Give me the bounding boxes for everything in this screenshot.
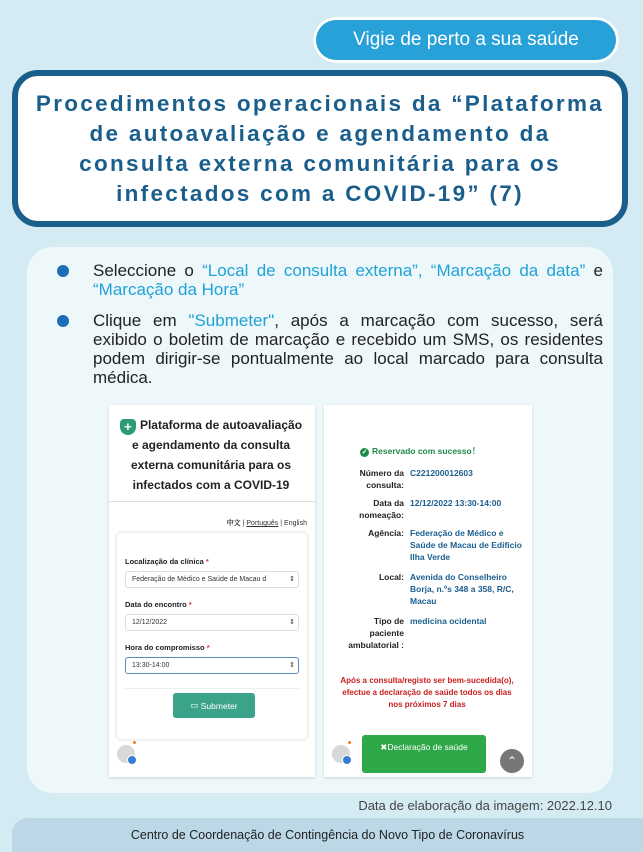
row-value: Avenida do Conselheiro Borja, n.ºs 348 a 358, R/C, Macau <box>410 572 514 606</box>
row-value: C221200012603 <box>410 468 473 478</box>
content-panel <box>27 247 613 793</box>
declaration-warning: Após a consulta/registo ser bem-sucedida(o), efectue a declaração de saúde todos os dias nos próximos 7 dias <box>340 676 514 709</box>
scroll-up-icon[interactable]: ⌃ <box>500 749 524 773</box>
time-label: Hora do compromisso * <box>125 643 210 652</box>
screenshot-booking-form <box>109 405 315 777</box>
result-row <box>324 497 532 521</box>
avatar[interactable] <box>117 745 135 763</box>
avatar[interactable] <box>332 745 350 763</box>
time-select[interactable]: 13:30-14:00 ⇕ <box>125 657 299 674</box>
row-key: Número da consulta: <box>359 468 404 490</box>
submit-button[interactable] <box>173 693 255 718</box>
result-row <box>324 615 532 663</box>
row-key: Local: <box>378 572 404 582</box>
success-message <box>360 445 480 457</box>
form-divider <box>125 688 299 689</box>
platform-header <box>109 405 315 495</box>
bullet-text: Clique em <box>93 311 189 330</box>
success-text: Reservado com sucesso！ <box>372 446 481 456</box>
result-row <box>324 571 532 607</box>
result-row <box>324 527 532 563</box>
bullet-highlight: “Local de consulta externa”, “Marcação da data” <box>202 261 586 280</box>
divider <box>109 501 315 502</box>
row-key: Data da nomeação: <box>359 498 404 520</box>
row-value: medicina ocidental <box>410 616 487 626</box>
check-icon: ✓ <box>361 449 368 456</box>
notification-dot <box>133 741 136 744</box>
row-key: Agência: <box>368 528 404 538</box>
health-declaration-button[interactable]: ✖Declaração de saúde <box>362 735 486 773</box>
language-switcher: 中文 | Português | English <box>226 520 307 527</box>
page-title: Procedimentos operacionais da “Plataforma de autoavaliação e agendamento da consulta externa comunitária para os infectados com a COVID-19” (7) <box>35 90 605 206</box>
lang-en-link[interactable]: English <box>284 520 307 527</box>
title-box <box>12 70 628 227</box>
row-value: Federação de Médico e Saúde de Macau de Edifício Ilha Verde <box>410 528 522 562</box>
bullet-text: e <box>585 261 603 280</box>
bullet-select <box>57 261 603 299</box>
lang-pt-link[interactable]: Português <box>246 520 279 527</box>
bullet-highlight: "Submeter" <box>188 311 275 330</box>
notification-dot <box>348 741 351 744</box>
booking-form <box>117 533 307 739</box>
platform-title: Plataforma de autoavaliação e agendamento da consulta externa comunitária para os infectados com a COVID-19 <box>130 418 303 492</box>
row-value: 12/12/2022 13:30-14:00 <box>410 498 502 508</box>
clinic-label: Localização da clínica * <box>125 557 209 566</box>
image-date: Data de elaboração da imagem: 2022.12.10 <box>358 798 612 813</box>
submit-label: Submeter <box>200 700 238 711</box>
result-row <box>324 467 532 491</box>
date-label: Data do encontro * <box>125 600 192 609</box>
lang-zh-link[interactable]: 中文 <box>226 520 241 527</box>
date-select[interactable]: 12/12/2022 ⇕ <box>125 614 299 631</box>
bullet-text: Seleccione o <box>93 261 203 280</box>
slogan-badge: Vigie de perto a sua saúde <box>313 17 619 63</box>
shield-icon: + <box>120 419 136 435</box>
instructions <box>57 261 603 399</box>
bullet-highlight: “Marcação da Hora” <box>93 280 245 299</box>
clinic-select[interactable]: Federação de Médico e Saúde de Macau d ⇕ <box>125 571 299 588</box>
bullet-submit <box>57 311 603 387</box>
submit-icon: ▭ <box>190 700 199 710</box>
footer: Centro de Coordenação de Contingência do Novo Tipo de Coronavírus <box>12 818 643 852</box>
screenshot-booking-result <box>324 405 532 777</box>
bullet-text: , após a marcação com sucesso, será exibido o boletim de marcação e recebido um SMS, os residentes podem dirigir-se pontualmente ao local marcado para consulta médica. <box>93 311 603 387</box>
row-key: Tipo de paciente ambulatorial : <box>348 616 404 650</box>
